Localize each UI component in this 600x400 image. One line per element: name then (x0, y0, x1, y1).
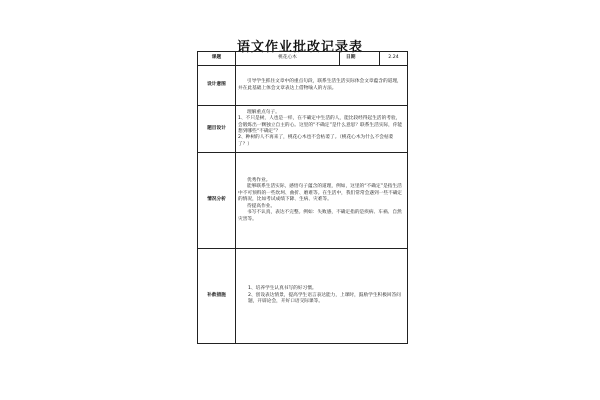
course-label: 课题 (198, 52, 236, 66)
question-design-line: 1、不只是树，人也是一样，在不确定中生活的人，能比较经得起生活的考验，会锻炼出一颗独立自主的心。这里的“不确定”是什么意思？联系生活实际，你能想到哪些“不确定”？ (238, 116, 403, 134)
remedy-cell (236, 249, 408, 344)
analysis-line: 书写不认真，表达不完整。例如：失败感，不确定指的是疾病、车祸、自然灾害等。 (238, 210, 402, 222)
remedy-line: 2、创设表达情景，提高学生语言表达能力，上课时，鼓励学生积极回答问题，开辟论会，开好口语交际课等。 (248, 292, 401, 305)
record-table (197, 51, 408, 344)
analysis-row (198, 153, 408, 249)
date-label: 日期 (340, 52, 380, 66)
header-row (198, 52, 408, 66)
analysis-label: 情况分析 (198, 153, 236, 249)
design-intent-cell (236, 66, 408, 106)
course-value: 桃花心木 (236, 52, 340, 66)
remedy-row (198, 249, 408, 344)
analysis-line: 能够联系生活实际，感悟句子蕴含的道理，例如，这里的“不确定”是指生活中不可预料的一些坎坷、曲折、磨难等。在生活中，我们常常会遇到一些不确定的情况，比如考试成绩下降、生病、灾难等。 (238, 184, 403, 203)
analysis-line: 优秀作业。 (247, 178, 271, 184)
question-design-cell (236, 106, 408, 153)
design-intent-label: 设计意图 (198, 66, 236, 106)
question-design-line: 2、种树的人不再来了，桃花心木也不会枯萎了。（桃花心木为什么不会枯萎了？） (238, 135, 394, 147)
page-title: 语文作业批改记录表 (236, 40, 363, 55)
date-value: 2.24 (380, 52, 408, 66)
question-design-row (198, 106, 408, 153)
question-design-line: 理解重点句子。 (247, 109, 280, 115)
design-intent-line: 引导学生抓住文章中的重点句段，联系生活生活实际体会文章蕴含的道理，并在此基础上体会文章表达上借物喻人的方法。 (238, 79, 402, 91)
question-design-label: 题目设计 (198, 106, 236, 153)
design-intent-row (198, 66, 408, 106)
analysis-cell (236, 153, 408, 249)
analysis-line: 待提高作业。 (247, 203, 276, 209)
remedy-line: 1、培养学生认真书写的好习惯。 (248, 286, 317, 292)
remedy-label: 补救措施 (198, 249, 236, 344)
